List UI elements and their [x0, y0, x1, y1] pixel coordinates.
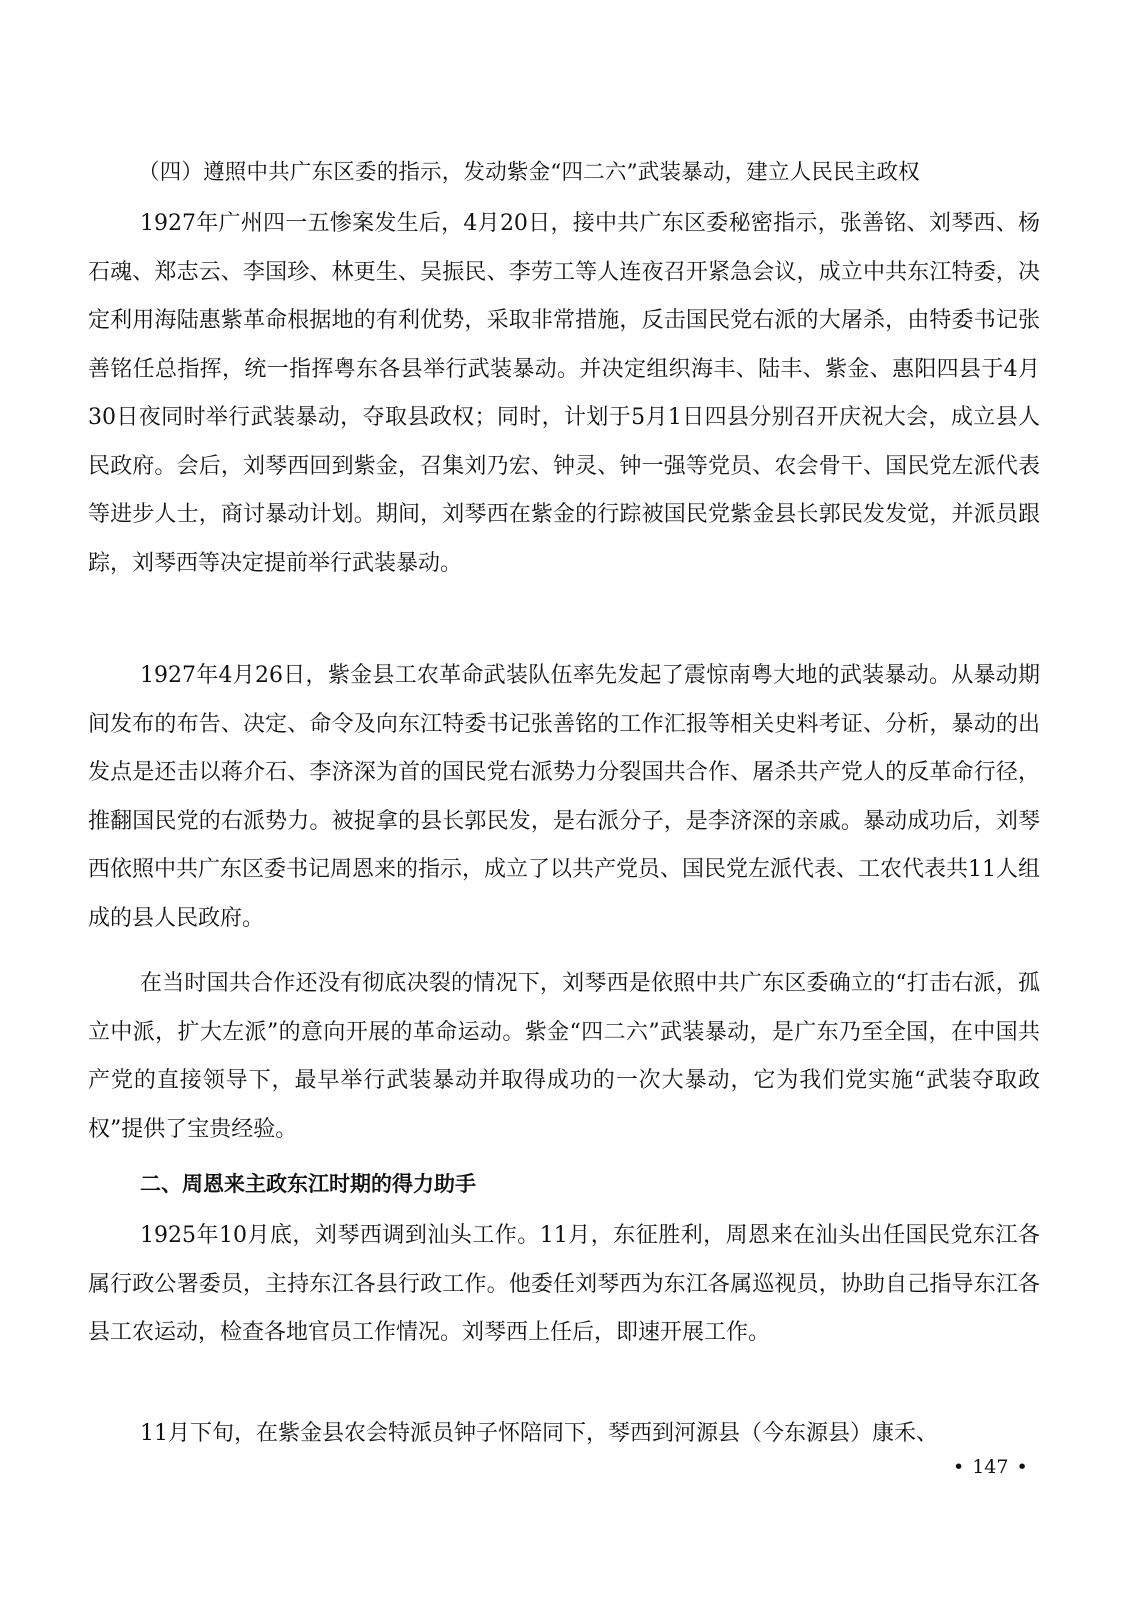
- paragraph: 在当时国共合作还没有彻底决裂的情况下，刘琴西是依照中共广东区委确立的“打击右派，孤立中派，扩大左派”的意向开展的革命运动。紫金“四二六”武装暴动，是广东乃至全国，在中国共产党的直接领导下，最早举行武装暴动并取得成功的一次大暴动，它为我们党实施“武装夺取政权”提供了宝贵经验。: [88, 971, 1040, 1142]
- subsection-heading: （四）遵照中共广东区委的指示，发动紫金“四二六”武装暴动，建立人民民主政权: [138, 160, 920, 185]
- page-number-dot-left: •: [953, 1456, 965, 1478]
- paragraph: 11月下旬，在紫金县农会特派员钟子怀陪同下，琴西到河源县（今东源县）康禾、: [140, 1421, 938, 1446]
- section-title: 二、周恩来主政东江时期的得力助手: [140, 1172, 476, 1196]
- page-number-dot-right: •: [1016, 1456, 1028, 1478]
- paragraph: 1925年10月底，刘琴西调到汕头工作。11月，东征胜利，周恩来在汕头出任国民党东江各属行政公署委员，主持东江各县行政工作。他委任刘琴西为东江各属巡视员，协助自己指导东江各县工农运动，检查各地官员工作情况。刘琴西上任后，即速开展工作。: [88, 1223, 1040, 1345]
- page-number-value: 147: [972, 1456, 1009, 1478]
- paragraph: 1927年4月26日，紫金县工农革命武装队伍率先发起了震惊南粤大地的武装暴动。从暴动期间发布的布告、决定、命令及向东江特委书记张善铭的工作汇报等相关史料考证、分析，暴动的出发点是还击以蒋介石、李济深为首的国民党右派势力分裂国共合作、屠杀共产党人的反革命行径，推翻国民党的右派势力。被捉拿的县长郭民发，是右派分子，是李济深的亲戚。暴动成功后，刘琴西依照中共广东区委书记周恩来的指示，成立了以共产党员、国民党左派代表、工农代表共11人组成的县人民政府。: [88, 663, 1040, 931]
- paragraph: 1927年广州四一五惨案发生后，4月20日，接中共广东区委秘密指示，张善铭、刘琴西、杨石魂、郑志云、李国珍、林更生、吴振民、李劳工等人连夜召开紧急会议，成立中共东江特委，决定利用海陆惠紫革命根据地的有利优势，采取非常措施，反击国民党右派的大屠杀，由特委书记张善铭任总指挥，统一指挥粤东各县举行武装暴动。并决定组织海丰、陆丰、紫金、惠阳四县于4月30日夜同时举行武装暴动，夺取县政权；同时，计划于5月1日四县分别召开庆祝大会，成立县人民政府。会后，刘琴西回到紫金，召集刘乃宏、钟灵、钟一强等党员、农会骨干、国民党左派代表等进步人士，商讨暴动计划。期间，刘琴西在紫金的行踪被国民党紫金县长郭民发发觉，并派员跟踪，刘琴西等决定提前举行武装暴动。: [88, 211, 1040, 576]
- page-number: [945, 1452, 1036, 1482]
